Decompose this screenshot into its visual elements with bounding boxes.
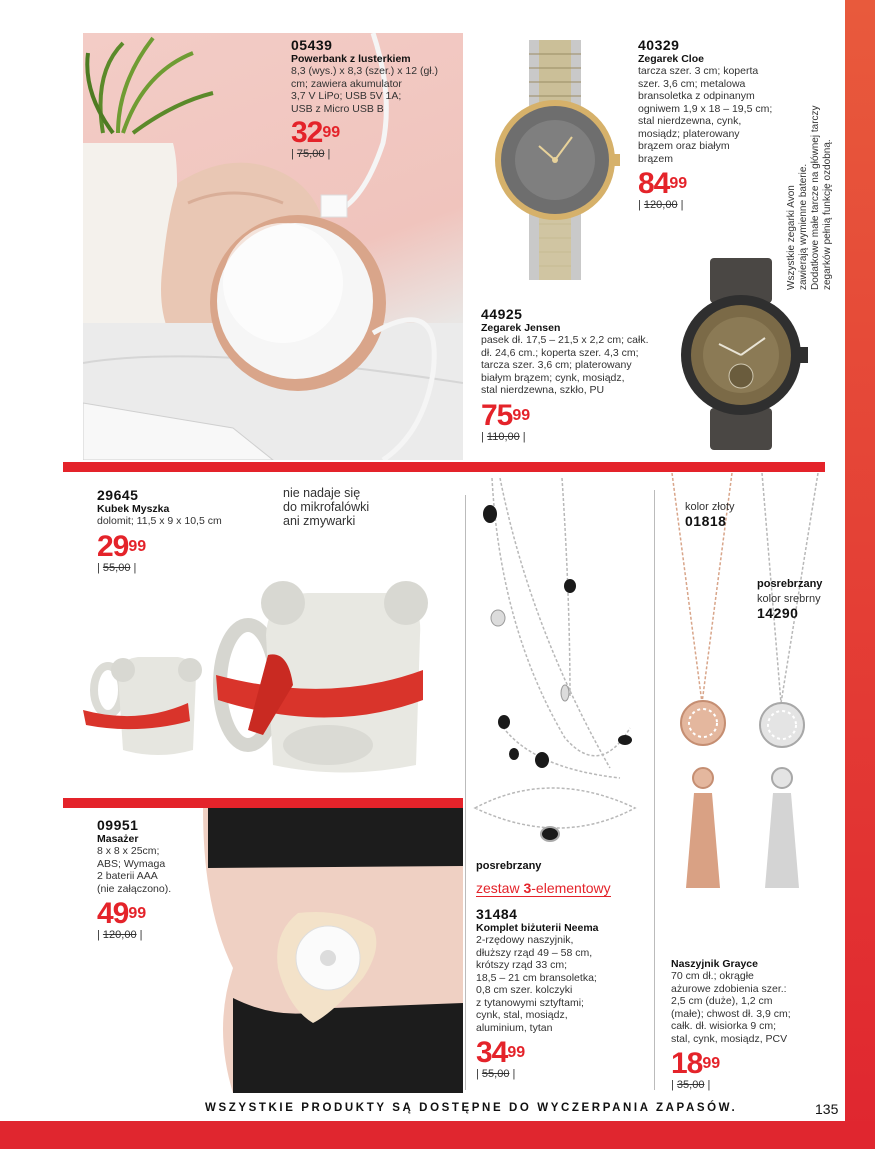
massager-info [97,817,207,941]
product-description: 8 x 8 x 25cm; ABS; Wymaga 2 baterii AAA (nie załączono). [97,845,172,895]
product-code: 31484 [476,906,518,922]
variant-label: kolor srebrny [757,593,821,605]
variant-label: kolor złoty [685,501,735,513]
finish-label: posrebrzany [757,578,823,590]
product-code: 09951 [97,817,139,833]
jensen-watch-photo [675,258,810,450]
product-description: tarcza szer. 3 cm; koperta szer. 3,6 cm; metalowa bransoletka z odpinanym ogniwem 1,9 x 18 – 19,5 cm; stal nierdzewna, cynk, mosiądz; platerowany brązem oraz białym brązem [638,65,773,165]
watch-battery-note: Wszystkie zegarki Avon zawierają wymienne baterie. Dodatkowe małe tarcze na głównej tarczy zegarków pełnią funkcję ozdobną. [786,105,833,290]
old-price: | 35,00 | [671,1079,711,1091]
product-name: Naszyjnik Grayce [671,958,758,970]
product-name: Masażer [97,833,139,845]
old-price: | 110,00 | [481,430,526,443]
product-name: Kubek Myszka [97,503,170,515]
product-name: Zegarek Cloe [638,53,704,65]
product-price: $49^{99}$ [97,897,147,930]
old-price: | 55,00 | [476,1068,516,1080]
old-price: | 75,00 | [291,148,331,160]
finish-label: posrebrzany [476,860,542,872]
product-code: 29645 [97,487,139,503]
product-description: 2-rzędowy naszyjnik, dłuższy rząd 49 – 58 cm, krótszy rząd 33 cm; 18,5 – 21 cm bransoletka; 0,8 cm szer. kolczyki z tytanowymi sztyftami; cynk, stal, mosiądz, aluminium, tytan [476,934,597,1034]
variant-code: 01818 [685,513,727,529]
product-description: dolomit; 11,5 x 9 x 10,5 cm [97,515,222,527]
section-divider [63,798,463,808]
mug-photo [78,575,438,780]
section-divider [63,462,825,472]
product-code: 44925 [481,306,523,322]
mug-info [97,487,297,574]
product-name: Powerbank z lusterkiem [291,53,411,65]
product-price: $29^{99}$ [97,529,147,563]
set-badge: zestaw 3-elementowy [476,880,611,896]
grayce-necklace-photo [660,473,845,893]
old-price: | 120,00 | [638,199,684,211]
neema-info [476,860,656,1080]
gold-variant [685,501,735,529]
product-price: $32^{99}$ [291,116,341,149]
mug-care-note: nie nadaje się do mikrofalówki ani zmywarki [283,486,370,528]
product-price: $34^{99}$ [476,1036,526,1069]
product-price: $84^{99}$ [638,167,688,200]
page-number: 135 [815,1101,839,1117]
variant-code: 14290 [757,605,799,621]
product-description: 70 cm dł.; okrągłe ażurowe zdobienia szer.: 2,5 cm (duże), 1,2 cm (małe); chwost dł. 3,9 cm; całk. dł. wisiorka 9 cm; stal, cynk, mosiądz, PCV [671,970,791,1045]
product-description: pasek dł. 17,5 – 21,5 x 2,2 cm; całk. dł. 24,6 cm.; koperta szer. 4,3 cm; tarcza szer. 3,6 cm; platerowany białym brązem; cynk, mosiądz, stal nierdzewna, szkło, PU [481,334,649,396]
product-name: Komplet biżuterii Neema [476,922,599,934]
product-price: $75^{99}$ [481,398,531,432]
product-price: $18^{99}$ [671,1047,721,1080]
powerbank-info [291,37,466,160]
product-description: 8,3 (wys.) x 8,3 (szer.) x 12 (gł.) cm; zawiera akumulator 3,7 V LiPo; USB 5V 1A; USB z Micro USB B [291,65,439,115]
product-code: 40329 [638,37,680,53]
product-code: 05439 [291,37,333,53]
right-edge-band [845,0,875,1149]
silver-variant [757,578,822,621]
grayce-info [671,958,841,1091]
bottom-edge-band [0,1121,875,1149]
old-price: | 55,00 | [97,561,137,574]
neema-jewelry-photo [470,478,650,853]
product-name: Zegarek Jensen [481,322,561,334]
cloe-watch-photo [487,40,622,280]
vertical-separator [465,495,466,1090]
cloe-info [638,37,798,211]
availability-footer: WSZYSTKIE PRODUKTY SĄ DOSTĘPNE DO WYCZERPANIA ZAPASÓW. [205,1102,738,1114]
old-price: | 120,00 | [97,929,143,941]
jensen-info [481,306,681,443]
